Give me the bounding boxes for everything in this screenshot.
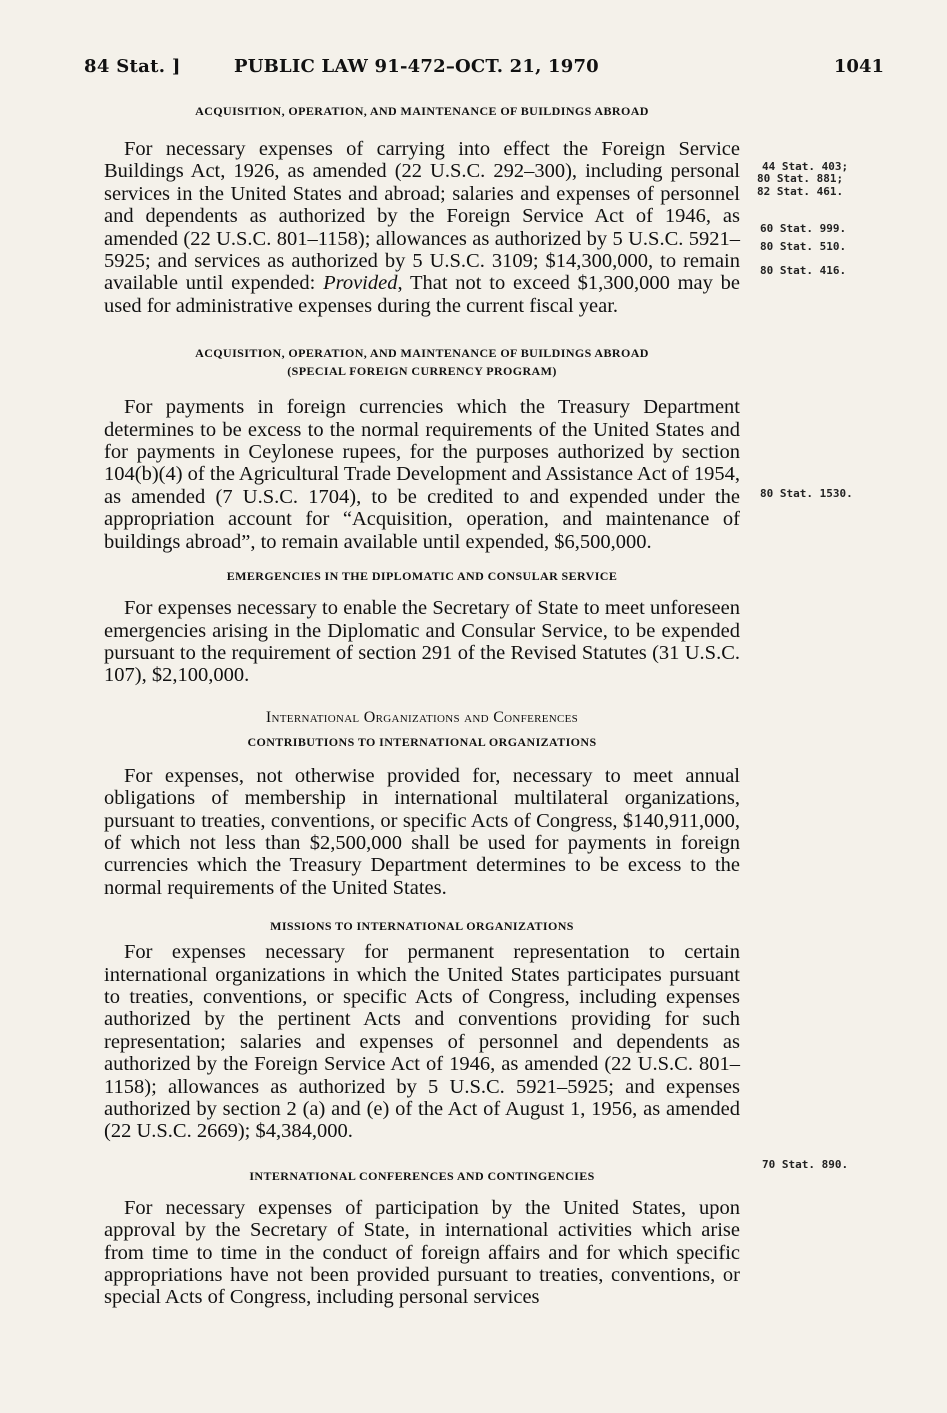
section-paragraph: [104, 941, 740, 1143]
margin-citation: 82 Stat. 461.: [757, 185, 844, 198]
section-subheading: CONTRIBUTIONS TO INTERNATIONAL ORGANIZATIONS: [247, 734, 597, 749]
section-heading: ACQUISITION, OPERATION, AND MAINTENANCE OF BUILDINGS ABROAD: [195, 104, 649, 118]
paragraph-text: For payments in foreign currencies which the Treasury Department determines to be excess to the normal requirements of the United States and for payments in Ceylonese rupees, for the purposes authorized by section 104(b)(4) of the Agricultural Trade Development and Assistance Act of 1954, as amended (7 U.S.C. 1704), to be credited to and expended under the appropriation account for “Acquisition, operation, and maintenance of buildings abroad”, to remain available until expended, $6,500,000.: [104, 396, 740, 553]
paragraph-text: For expenses, not otherwise provided for, necessary to meet annual obligations of membership in international multilateral organizations, pursuant to treaties, conventions, or specific Acts of Congress, $140,911,000, of which not less than $2,500,000 shall be used for payments in foreign currencies which the Treasury Department determines to be excess to the normal requirements of the United States.: [104, 764, 740, 899]
section-subheading: (SPECIAL FOREIGN CURRENCY PROGRAM): [287, 364, 557, 379]
margin-citation: 60 Stat. 999.: [760, 222, 847, 235]
section-heading: EMERGENCIES IN THE DIPLOMATIC AND CONSULAR SERVICE: [226, 569, 618, 584]
margin-citation: 80 Stat. 416.: [760, 264, 847, 277]
paragraph-text: For expenses necessary to enable the Secretary of State to meet unforeseen emergencies arising in the Diplomatic and Consular Service, to be expended pursuant to the requirement of section 291 of the Revised Statutes (31 U.S.C. 107), $2,100,000.: [104, 597, 740, 687]
paragraph-text: , That not to exceed $1,300,000 may be used for administrative expenses during the current fiscal year.: [104, 272, 740, 317]
section-paragraph: [104, 1197, 740, 1309]
header-citation: 84 Stat. ]: [84, 56, 181, 77]
margin-citation: 44 Stat. 403;: [762, 160, 849, 173]
paragraph-text: For necessary expenses of carrying into effect the Foreign Service Buildings Act, 1926, as amended (22 U.S.C. 292–300), including personal services in the United States and abroad; salaries and expenses of personnel and dependents as authorized by the Foreign Service Act of 1946, as amended (22 U.S.C. 801–1158); allowances as authorized by 5 U.S.C. 5921–5925; and services as authorized by 5 U.S.C. 3109; $14,300,000, to remain available until expended:: [104, 138, 740, 295]
paragraph-text: For expenses necessary for permanent representation to certain international organizations in which the United States participates pursuant to treaties, conventions, or specific Acts of Congress, including expenses authorized by the pertinent Acts and conventions providing for such representation; salaries and expenses of personnel and dependents as authorized by the Foreign Service Act of 1946, as amended (22 U.S.C. 801–1158); allowances as authorized by 5 U.S.C. 5921–5925; and expenses authorized by section 2 (a) and (e) of the Act of August 1, 1956, as amended (22 U.S.C. 2669); $4,384,000.: [104, 941, 740, 1143]
section-paragraph: [104, 138, 740, 317]
margin-citation: 80 Stat. 881;: [757, 172, 844, 185]
paragraph-text: For necessary expenses of participation by the United States, upon approval by the Secretary of State, in international activities which arise from time to time in the conduct of foreign affairs and for which specific appropriations have not been provided pursuant to treaties, conventions, or special Acts of Congress, including personal services: [104, 1196, 740, 1309]
header-page-number: 1041: [833, 56, 884, 77]
division-heading: International Organizations and Conferences: [265, 708, 579, 726]
section-paragraph: [104, 396, 740, 553]
margin-citation: 80 Stat. 510.: [760, 240, 847, 253]
main-text: [104, 100, 740, 1309]
section-heading: INTERNATIONAL CONFERENCES AND CONTINGENCIES: [249, 1168, 595, 1183]
page-header: [84, 56, 884, 86]
paragraph-italic: Provided: [323, 272, 398, 295]
section-paragraph: [104, 765, 740, 899]
section-heading: ACQUISITION, OPERATION, AND MAINTENANCE OF BUILDINGS ABROAD: [195, 346, 649, 361]
section-heading: MISSIONS TO INTERNATIONAL ORGANIZATIONS: [270, 919, 574, 934]
margin-citation: 80 Stat. 1530.: [760, 487, 853, 500]
margin-citation: 70 Stat. 890.: [762, 1158, 849, 1171]
section-paragraph: [104, 597, 740, 687]
header-title: PUBLIC LAW 91-472–OCT. 21, 1970: [234, 56, 599, 77]
